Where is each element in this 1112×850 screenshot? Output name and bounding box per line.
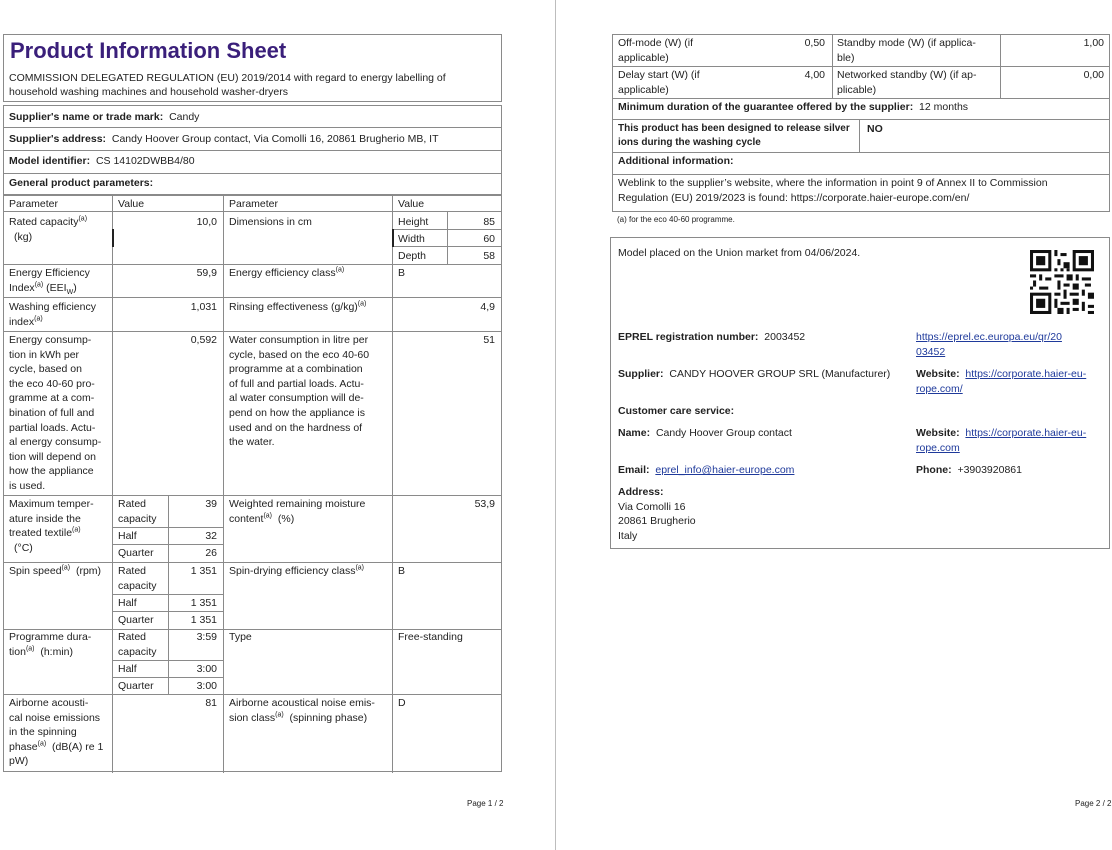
- spin-speed-label: Spin speed$^{(a)}$ (rpm): [9, 564, 102, 577]
- eei-label-1: Energy Efficiency: [9, 267, 90, 279]
- duration-rated-label: Rated capacity: [118, 631, 157, 658]
- spin-quarter-label: Quarter: [118, 614, 154, 626]
- temp-half-value: 32: [205, 530, 217, 542]
- spin-rated-value: 1 351: [190, 565, 217, 577]
- silver-ions-value: NO: [867, 123, 883, 135]
- spin-half-label: Half: [118, 597, 137, 609]
- silver-ions-label: This product has been designed to release silver ions during the washing cycle: [618, 123, 850, 148]
- depth-value: 58: [483, 250, 495, 262]
- washing-efficiency-value: 1,031: [190, 301, 217, 313]
- spin-rated-label: Rated capacity: [118, 565, 157, 592]
- spin-quarter-value: 1 351: [190, 614, 217, 626]
- care-website: Website: https://corporate.haier-eu- rope.com: [916, 427, 1087, 454]
- duration-half-value: 3:00: [196, 663, 217, 675]
- customer-care-heading: Customer care service:: [618, 405, 735, 417]
- qr-code-icon: [1030, 250, 1094, 314]
- airborne-noise-value: 81: [205, 697, 217, 709]
- rinsing-label: Rinsing effectiveness $(g/kg)^{(a)}$: [229, 300, 367, 313]
- care-website-link[interactable]: https://corporate.haier-eu-: [965, 427, 1087, 439]
- market-placement: Model placed on the Union market from 04/06/2024.: [618, 247, 861, 259]
- guarantee-row: Minimum duration of the guarantee offered by the supplier: 12 months: [618, 101, 969, 113]
- power-table: [612, 34, 1110, 212]
- delay-start-value: 4,00: [804, 69, 825, 81]
- spin-half-value: 1 351: [190, 597, 217, 609]
- type-value: Free-standing: [398, 631, 463, 643]
- general-params-heading: General product parameters:: [9, 177, 154, 189]
- rated-capacity-value: 10,0: [196, 216, 217, 228]
- title-box: [3, 34, 502, 102]
- offmode-value: 0,50: [804, 37, 825, 49]
- height-value: 85: [483, 216, 495, 228]
- temp-rated-label: Rated capacity: [118, 498, 157, 525]
- width-value: 60: [483, 233, 495, 245]
- delay-start-label: Delay start (W) (if applicable): [618, 69, 700, 96]
- eei-label-2: Index$^{(a)}$ $(EEI_W)$: [9, 281, 77, 297]
- header-parameter-1: Parameter: [9, 198, 59, 210]
- care-name-row: Name: Candy Hoover Group contact: [618, 427, 792, 439]
- standby-label: Standby mode (W) (if applica- ble): [837, 37, 976, 64]
- washing-efficiency-label-1: Washing efficiency: [9, 301, 96, 313]
- rinsing-value: 4,9: [480, 301, 495, 313]
- networked-standby-label: Networked standby (W) (if ap- plicable): [837, 69, 977, 96]
- temp-quarter-label: Quarter: [118, 547, 154, 559]
- spin-drying-class-value: B: [398, 565, 406, 577]
- height-label: Height: [398, 216, 429, 228]
- phone-row: Phone: +3903920861: [916, 464, 1022, 476]
- noise-class-label: Airborne acoustical noise emis- sion class$^{(a)}$ (spinning phase): [229, 697, 375, 724]
- networked-standby-value: 0,00: [1083, 69, 1104, 81]
- supplier-name-row: Supplier's name or trade mark: Candy: [9, 111, 200, 123]
- spin-drying-class-label: Spin-drying efficiency class$^{(a)}$: [229, 564, 365, 577]
- address-block: Address: Via Comolli 16 20861 Brugherio Italy: [618, 486, 696, 542]
- care-website-link-cont[interactable]: rope.com: [916, 441, 960, 454]
- offmode-label: Off-mode (W) (if applicable): [618, 37, 694, 64]
- eei-value: 59,9: [196, 267, 217, 279]
- eprel-registration: EPREL registration number: 2003452: [618, 331, 806, 343]
- header-value-1: Value: [118, 198, 145, 210]
- energy-consumption-label: Energy consump- tion in kWh per cycle, based on the eco 40-60 pro- gramme at a com- bination of full and partial loads. Actu- al energy consump- tion will depend on how the appliance is used.: [9, 334, 102, 492]
- max-temperature-label: Maximum temper- ature inside the treated textile$^{(a)}$ (°C): [9, 498, 94, 554]
- width-label: Width: [398, 233, 425, 245]
- supplier-website-link[interactable]: https://corporate.haier-eu-: [965, 368, 1087, 380]
- duration-half-label: Half: [118, 663, 137, 675]
- moisture-label: Weighted remaining moisture content$^{(a)}$ (%): [229, 498, 366, 525]
- noise-class-value: D: [398, 697, 406, 709]
- regulation-line-2: household washing machines and household washer-dryers: [9, 86, 289, 98]
- page-number-1: Page 1 / 2: [467, 799, 504, 808]
- type-label: Type: [229, 631, 252, 643]
- duration-quarter-label: Quarter: [118, 680, 154, 692]
- email-link[interactable]: eprel_info@haier-europe.com: [655, 464, 795, 476]
- supplier-website-link-cont[interactable]: rope.com/: [916, 382, 963, 395]
- duration-quarter-value: 3:00: [196, 680, 217, 692]
- parameters-table: [3, 195, 502, 772]
- temp-quarter-value: 26: [205, 547, 217, 559]
- email-row: Email: eprel_info@haier-europe.com: [618, 464, 795, 476]
- rated-capacity-label: Rated capacity$^{(a)}$: [9, 215, 88, 228]
- temp-rated-value: 39: [205, 498, 217, 510]
- airborne-noise-label: Airborne acousti- cal noise emissions in the spinning phase$^{(a)}$ (dB(A) re 1 pW): [9, 697, 104, 768]
- programme-duration-label: Programme dura- tion$^{(a)}$ (h:min): [9, 631, 92, 658]
- depth-label: Depth: [398, 250, 427, 262]
- eprel-link[interactable]: https://eprel.ec.europa.eu/qr/20 03452: [916, 331, 1062, 358]
- water-consumption-label: Water consumption in litre per cycle, based on the eco 40-60 programme at a combination of full and partial loads. Actu- al water consumption will de- pend on how the appliance is used and on the hardness of the water.: [229, 334, 370, 449]
- supplier-website: Website: https://corporate.haier-eu- rope.com/: [916, 368, 1087, 395]
- water-consumption-value: 51: [483, 334, 495, 346]
- weblink-text: Weblink to the supplier’s website, where the information in point 9 of Annex II to Commission Regulation (EU) 2019/2023 is found: https://corporate.haier-europe.com/en/: [618, 177, 1048, 204]
- rated-capacity-unit: (kg): [14, 231, 33, 243]
- additional-info-label: Additional information:: [618, 155, 734, 167]
- page-number-2: Page 2 / 2: [1075, 799, 1112, 808]
- model-identifier-row: Model identifier: CS 14102DWBB4/80: [9, 155, 195, 167]
- header-parameter-2: Parameter: [229, 198, 279, 210]
- energy-consumption-value: 0,592: [190, 334, 217, 346]
- supplier-info-box: [3, 105, 502, 195]
- energy-class-value: B: [398, 267, 406, 279]
- footnote: (a) for the eco 40-60 programme.: [617, 215, 735, 224]
- duration-rated-value: 3:59: [196, 631, 217, 643]
- page-title: Product Information Sheet: [10, 38, 287, 63]
- washing-efficiency-label-2: index$^{(a)}$: [9, 315, 43, 328]
- energy-class-label: Energy efficiency class$^{(a)}$: [229, 266, 345, 279]
- eprel-box: [610, 237, 1110, 549]
- page-divider: [555, 0, 556, 850]
- dimensions-label: Dimensions in cm: [229, 216, 312, 228]
- standby-value: 1,00: [1083, 37, 1104, 49]
- temp-half-label: Half: [118, 530, 137, 542]
- supplier-address-row: Supplier's address: Candy Hoover Group contact, Via Comolli 16, 20861 Brugherio MB, IT: [9, 133, 439, 145]
- header-value-2: Value: [398, 198, 425, 210]
- regulation-line-1: COMMISSION DELEGATED REGULATION (EU) 2019/2014 with regard to energy labelling of: [9, 72, 446, 84]
- moisture-value: 53,9: [474, 498, 495, 510]
- supplier-row: Supplier: CANDY HOOVER GROUP SRL (Manufacturer): [618, 368, 891, 380]
